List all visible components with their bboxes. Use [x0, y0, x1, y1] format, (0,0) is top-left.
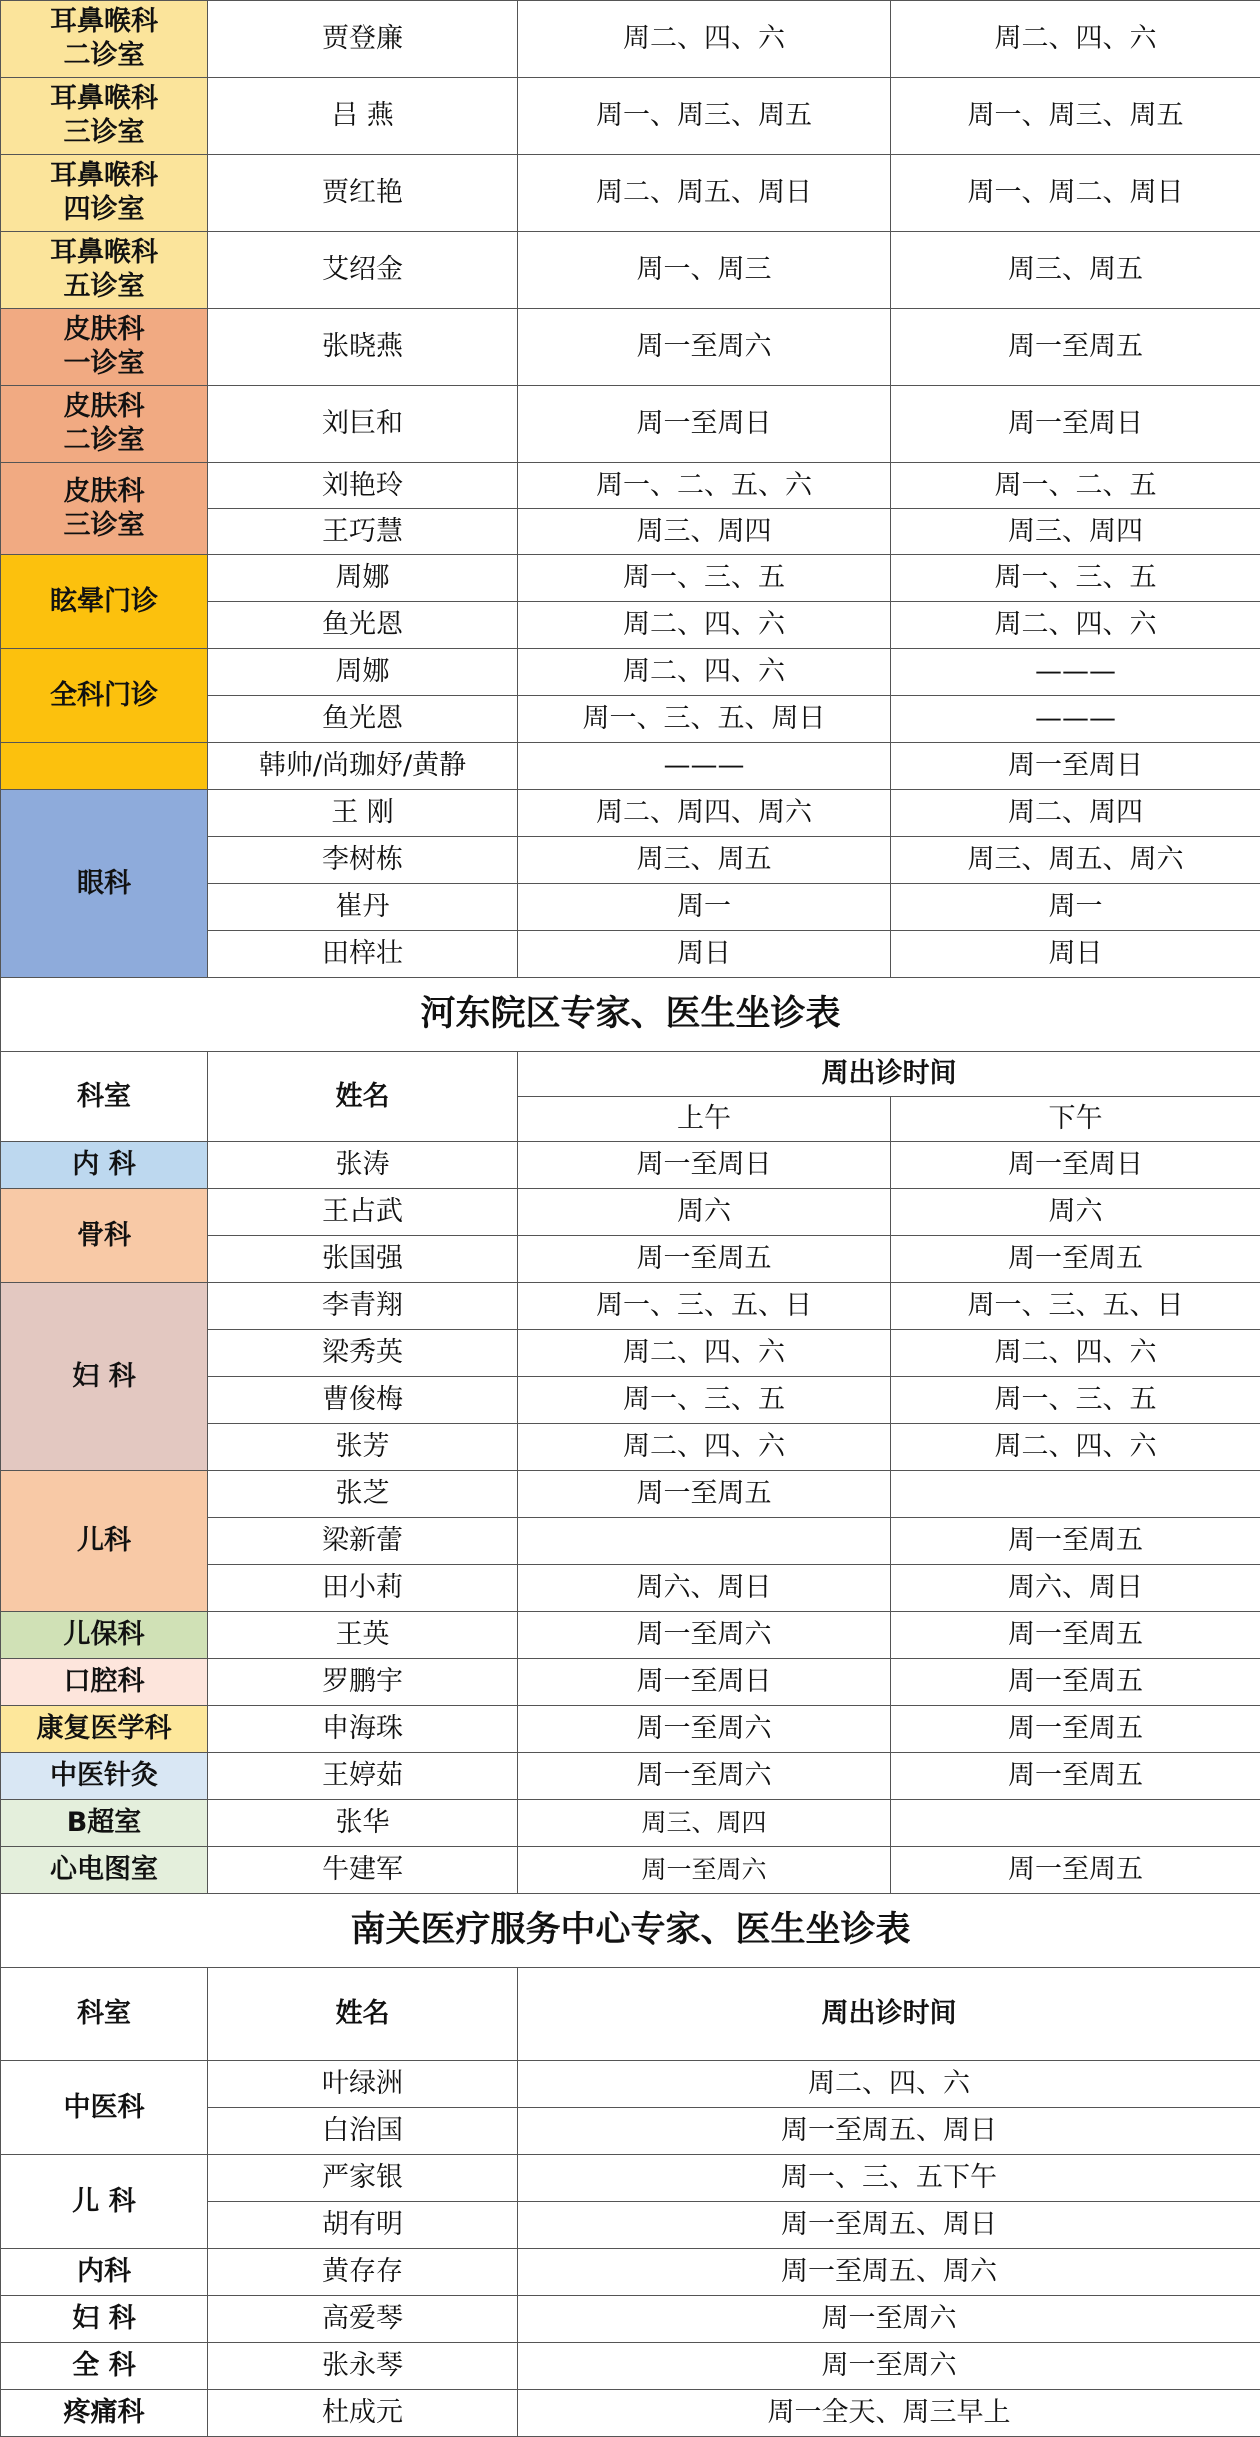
time-cell: 周一、三、五下午 [518, 2155, 1260, 2202]
pm-cell: 周一至周五 [891, 1236, 1260, 1283]
am-cell: 周一、三、五 [518, 555, 891, 602]
doctor-cell: 张永琴 [208, 2343, 518, 2390]
section-title-nanguan: 南关医疗服务中心专家、医生坐诊表 [1, 1894, 1260, 1968]
table-row [1, 78, 1260, 155]
pm-cell: 周一至周五 [891, 309, 1260, 386]
am-cell: 周一至周六 [518, 1753, 891, 1800]
time-cell: 周二、四、六 [518, 2061, 1260, 2108]
pm-cell: 周一至周五 [891, 1612, 1260, 1659]
am-cell: 周一至周日 [518, 1142, 891, 1189]
am-cell: 周二、周五、周日 [518, 155, 891, 232]
am-cell: 周六、周日 [518, 1565, 891, 1612]
pm-cell: 周一至周五 [891, 1706, 1260, 1753]
doctor-cell: 刘艳玲 [208, 463, 518, 509]
table-row [1, 155, 1260, 232]
pm-cell [891, 1800, 1260, 1847]
pm-cell: 周一、三、五 [891, 1377, 1260, 1424]
dept-cell: 耳鼻喉科 三诊室 [1, 78, 208, 155]
doctor-cell: 罗鹏宇 [208, 1659, 518, 1706]
pm-cell: 周一至周五 [891, 1659, 1260, 1706]
dept-cell: 康复医学科 [1, 1706, 208, 1753]
dept-cell: 全科门诊 [1, 649, 208, 743]
dept-cell: 儿 科 [1, 2155, 208, 2249]
doctor-cell: 张国强 [208, 1236, 518, 1283]
pm-cell: 周二、四、六 [891, 602, 1260, 649]
doctor-cell: 叶绿洲 [208, 2061, 518, 2108]
doctor-cell: 周娜 [208, 649, 518, 696]
dept-cell: 眼科 [1, 790, 208, 978]
dept-cell [1, 743, 208, 790]
table-row [1, 1142, 1260, 1189]
dept-cell: 儿保科 [1, 1612, 208, 1659]
dept-cell: 中医针灸 [1, 1753, 208, 1800]
am-cell: 周一 [518, 884, 891, 931]
doctor-cell: 申海珠 [208, 1706, 518, 1753]
table-row [1, 1659, 1260, 1706]
am-cell: 周一至周六 [518, 1706, 891, 1753]
time-cell: 周一至周五、周日 [518, 2108, 1260, 2155]
am-cell: 周一、三、五、周日 [518, 696, 891, 743]
doctor-cell: 高爱琴 [208, 2296, 518, 2343]
header-time: 周出诊时间 [518, 1968, 1260, 2061]
table-row [1, 1847, 1260, 1894]
am-cell: 周二、四、六 [518, 602, 891, 649]
doctor-cell: 鱼光恩 [208, 602, 518, 649]
pm-cell: 周二、四、六 [891, 1, 1260, 78]
time-cell: 周一至周五、周日 [518, 2202, 1260, 2249]
header-time: 周出诊时间 [518, 1052, 1260, 1097]
am-cell: 周二、周四、周六 [518, 790, 891, 837]
table-row [1, 1, 1260, 78]
pm-cell: 周日 [891, 931, 1260, 978]
doctor-cell: 贾登廉 [208, 1, 518, 78]
table-row [1, 2249, 1260, 2296]
doctor-cell: 曹俊梅 [208, 1377, 518, 1424]
table-row [1, 2343, 1260, 2390]
header-name: 姓名 [208, 1052, 518, 1142]
doctor-cell: 贾红艳 [208, 155, 518, 232]
table-row [1, 309, 1260, 386]
doctor-cell: 张芳 [208, 1424, 518, 1471]
am-cell: 周三、周五 [518, 837, 891, 884]
dept-cell: 耳鼻喉科 四诊室 [1, 155, 208, 232]
doctor-cell: 白治国 [208, 2108, 518, 2155]
pm-cell: 周二、四、六 [891, 1330, 1260, 1377]
doctor-cell: 胡有明 [208, 2202, 518, 2249]
am-cell: ——— [518, 743, 891, 790]
table-row [1, 649, 1260, 696]
pm-cell: 周三、周五 [891, 232, 1260, 309]
dept-cell: 全 科 [1, 2343, 208, 2390]
table-row [1, 2061, 1260, 2108]
doctor-cell: 王占武 [208, 1189, 518, 1236]
pm-cell: 周一、三、五、日 [891, 1283, 1260, 1330]
time-cell: 周一至周五、周六 [518, 2249, 1260, 2296]
table-row [1, 463, 1260, 509]
doctor-cell: 崔丹 [208, 884, 518, 931]
pm-cell: 周一至周日 [891, 1142, 1260, 1189]
am-cell: 周一、三、五、日 [518, 1283, 891, 1330]
section-title-row [1, 978, 1260, 1052]
doctor-cell: 严家银 [208, 2155, 518, 2202]
dept-cell: 眩晕门诊 [1, 555, 208, 649]
doctor-cell: 李树栋 [208, 837, 518, 884]
doctor-cell: 周娜 [208, 555, 518, 602]
pm-cell: 周二、四、六 [891, 1424, 1260, 1471]
time-cell: 周一全天、周三早上 [518, 2390, 1260, 2437]
doctor-cell: 韩帅/尚珈妤/黄静 [208, 743, 518, 790]
am-cell: 周一至周日 [518, 1659, 891, 1706]
doctor-cell: 田梓壮 [208, 931, 518, 978]
dept-cell: 骨科 [1, 1189, 208, 1283]
header-dept: 科室 [1, 1052, 208, 1142]
am-cell: 周二、四、六 [518, 1330, 891, 1377]
time-cell: 周一至周六 [518, 2296, 1260, 2343]
doctor-cell: 杜成元 [208, 2390, 518, 2437]
section-title-hedong: 河东院区专家、医生坐诊表 [1, 978, 1260, 1052]
doctor-cell: 王 刚 [208, 790, 518, 837]
pm-cell: 周一至周五 [891, 1518, 1260, 1565]
pm-cell: 周一至周日 [891, 743, 1260, 790]
table-row [1, 790, 1260, 837]
doctor-cell: 艾绍金 [208, 232, 518, 309]
am-cell: 周一至周六 [518, 1612, 891, 1659]
am-cell: 周三、周四 [518, 1800, 891, 1847]
am-cell: 周一、周三 [518, 232, 891, 309]
dept-cell: 妇 科 [1, 1283, 208, 1471]
doctor-cell: 鱼光恩 [208, 696, 518, 743]
doctor-cell: 吕 燕 [208, 78, 518, 155]
pm-cell: 周一、周三、周五 [891, 78, 1260, 155]
dept-cell: 妇 科 [1, 2296, 208, 2343]
header-row [1, 1052, 1260, 1097]
pm-cell: 周一至周五 [891, 1753, 1260, 1800]
doctor-cell: 梁新蕾 [208, 1518, 518, 1565]
am-cell: 周一至周六 [518, 309, 891, 386]
dept-cell: 皮肤科 三诊室 [1, 463, 208, 555]
doctor-cell: 牛建军 [208, 1847, 518, 1894]
doctor-cell: 梁秀英 [208, 1330, 518, 1377]
table-row [1, 1189, 1260, 1236]
doctor-cell: 黄存存 [208, 2249, 518, 2296]
am-cell [518, 1518, 891, 1565]
am-cell: 周二、四、六 [518, 1424, 891, 1471]
dept-cell: 中医科 [1, 2061, 208, 2155]
doctor-cell: 张华 [208, 1800, 518, 1847]
table-row [1, 1283, 1260, 1330]
table-row [1, 1471, 1260, 1518]
am-cell: 周二、四、六 [518, 649, 891, 696]
am-cell: 周一至周五 [518, 1236, 891, 1283]
am-cell: 周一、二、五、六 [518, 463, 891, 509]
dept-cell: B超室 [1, 1800, 208, 1847]
table-row [1, 232, 1260, 309]
am-cell: 周一、周三、周五 [518, 78, 891, 155]
pm-cell: ——— [891, 696, 1260, 743]
dept-cell: 内 科 [1, 1142, 208, 1189]
pm-cell: 周一、二、五 [891, 463, 1260, 509]
dept-cell: 耳鼻喉科 二诊室 [1, 1, 208, 78]
am-cell: 周一至周六 [518, 1847, 891, 1894]
am-cell: 周二、四、六 [518, 1, 891, 78]
doctor-cell: 张涛 [208, 1142, 518, 1189]
dept-cell: 皮肤科 二诊室 [1, 386, 208, 463]
pm-cell: 周六、周日 [891, 1565, 1260, 1612]
header-pm: 下午 [891, 1097, 1260, 1142]
doctor-cell: 王婷茹 [208, 1753, 518, 1800]
pm-cell: 周三、周四 [891, 509, 1260, 555]
section-title-row [1, 1894, 1260, 1968]
table-row [1, 743, 1260, 790]
pm-cell: 周六 [891, 1189, 1260, 1236]
pm-cell [891, 1471, 1260, 1518]
table-row [1, 1706, 1260, 1753]
table-row [1, 1612, 1260, 1659]
pm-cell: 周三、周五、周六 [891, 837, 1260, 884]
header-dept: 科室 [1, 1968, 208, 2061]
header-name: 姓名 [208, 1968, 518, 2061]
dept-cell: 耳鼻喉科 五诊室 [1, 232, 208, 309]
am-cell: 周三、周四 [518, 509, 891, 555]
pm-cell: 周一、三、五 [891, 555, 1260, 602]
doctor-cell: 刘巨和 [208, 386, 518, 463]
table-row [1, 2296, 1260, 2343]
dept-cell: 皮肤科 一诊室 [1, 309, 208, 386]
dept-cell: 心电图室 [1, 1847, 208, 1894]
am-cell: 周日 [518, 931, 891, 978]
am-cell: 周一、三、五 [518, 1377, 891, 1424]
table-row [1, 2390, 1260, 2437]
pm-cell: 周一、周二、周日 [891, 155, 1260, 232]
dept-cell: 口腔科 [1, 1659, 208, 1706]
header-row [1, 1968, 1260, 2061]
pm-cell: 周一至周五 [891, 1847, 1260, 1894]
dept-cell: 儿科 [1, 1471, 208, 1612]
am-cell: 周六 [518, 1189, 891, 1236]
table-row [1, 1753, 1260, 1800]
doctor-cell: 张晓燕 [208, 309, 518, 386]
table-row [1, 1800, 1260, 1847]
doctor-cell: 王英 [208, 1612, 518, 1659]
am-cell: 周一至周五 [518, 1471, 891, 1518]
doctor-cell: 田小莉 [208, 1565, 518, 1612]
pm-cell: ——— [891, 649, 1260, 696]
pm-cell: 周一 [891, 884, 1260, 931]
dept-cell: 内科 [1, 2249, 208, 2296]
pm-cell: 周一至周日 [891, 386, 1260, 463]
pm-cell: 周二、周四 [891, 790, 1260, 837]
table-row [1, 555, 1260, 602]
doctor-cell: 王巧慧 [208, 509, 518, 555]
table-row [1, 2155, 1260, 2202]
table-row [1, 386, 1260, 463]
dept-cell: 疼痛科 [1, 2390, 208, 2437]
time-cell: 周一至周六 [518, 2343, 1260, 2390]
doctor-cell: 李青翔 [208, 1283, 518, 1330]
header-am: 上午 [518, 1097, 891, 1142]
am-cell: 周一至周日 [518, 386, 891, 463]
doctor-cell: 张芝 [208, 1471, 518, 1518]
